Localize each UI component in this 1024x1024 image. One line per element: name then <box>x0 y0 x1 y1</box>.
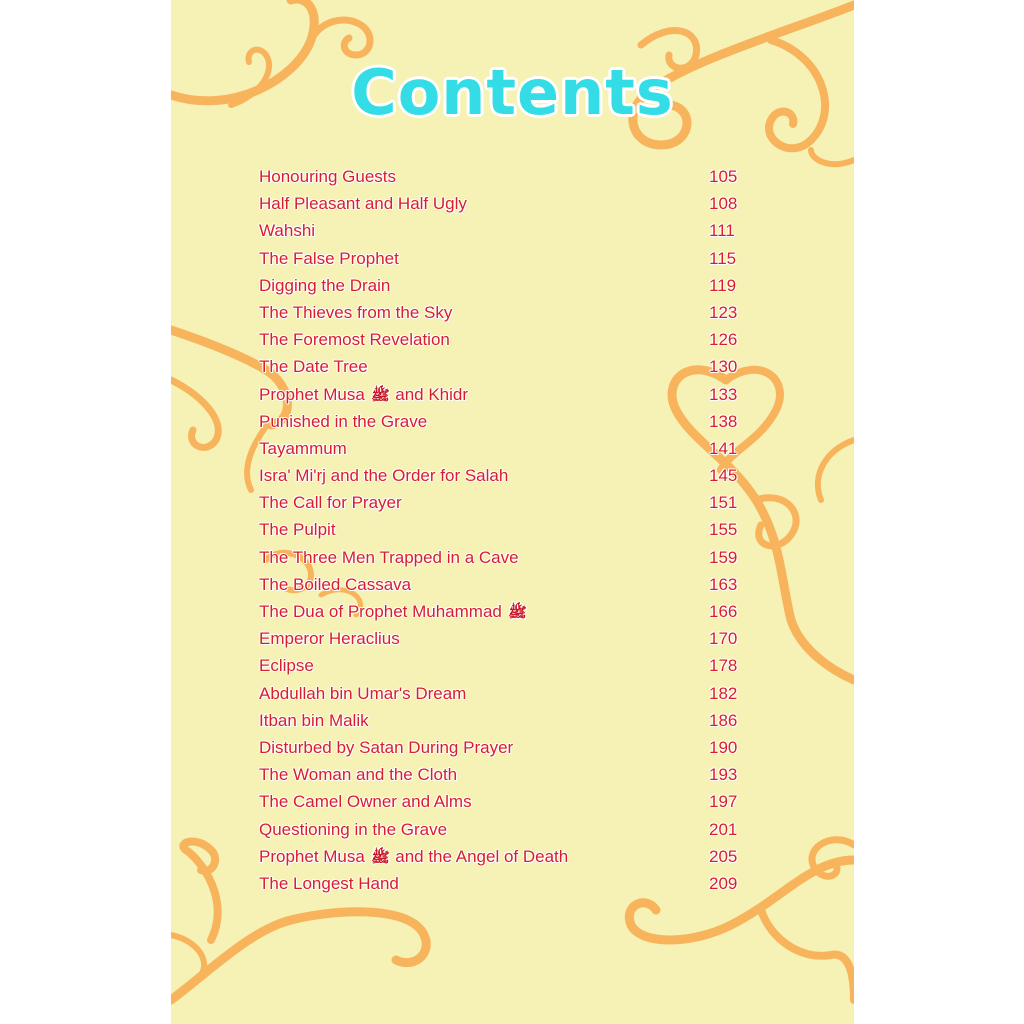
page-number: 209 <box>709 873 738 893</box>
entry-title: The Three Men Trapped in a Cave <box>259 547 519 567</box>
page-number: 186 <box>709 710 738 730</box>
honorific-glyph: ﷺ <box>507 604 527 620</box>
honorific-glyph: ﷺ <box>370 848 390 865</box>
list-item[interactable] <box>259 217 749 244</box>
page-number: 205 <box>709 846 738 866</box>
entry-title: Eclipse <box>259 656 314 676</box>
list-item[interactable] <box>259 462 749 489</box>
list-item[interactable] <box>259 381 749 408</box>
entry-title: Questioning in the Grave <box>259 819 448 839</box>
page-number: 119 <box>709 275 737 295</box>
entry-title: The Longest Hand <box>259 873 399 893</box>
page-number: 126 <box>709 330 738 350</box>
list-item[interactable] <box>259 353 749 380</box>
entry-title: The Date Tree <box>259 357 368 377</box>
list-item[interactable] <box>259 761 749 788</box>
page-number: 201 <box>709 819 738 839</box>
contents-page <box>171 0 854 1024</box>
page-number: 190 <box>709 737 738 757</box>
page-number: 197 <box>709 792 738 812</box>
list-item[interactable] <box>259 299 749 326</box>
entry-title-text: The Dua of Prophet Muhammad <box>259 602 502 621</box>
entry-title: Honouring Guests <box>259 167 397 186</box>
list-item[interactable] <box>259 326 749 353</box>
page-number: 133 <box>709 384 738 404</box>
page-number: 193 <box>709 765 738 785</box>
list-item[interactable] <box>259 625 749 652</box>
entry-title: Abdullah bin Umar's Dream <box>259 683 467 703</box>
entry-title: The Thieves from the Sky <box>259 302 453 322</box>
entry-title: Tayammum <box>259 438 347 458</box>
entry-title: Emperor Heraclius <box>259 629 400 649</box>
page-number: 163 <box>709 574 738 594</box>
entry-title: Itban bin Malik <box>259 710 369 730</box>
entry-title <box>259 381 468 409</box>
entry-title: Isra' Mi'rj and the Order for Salah <box>259 466 509 486</box>
entry-title: Punished in the Grave <box>259 411 428 431</box>
list-item[interactable] <box>259 489 749 516</box>
entry-title-text: Prophet Musa <box>259 384 365 404</box>
honorific-glyph: ﷺ <box>370 386 390 403</box>
entry-title: Half Pleasant and Half Ugly <box>259 194 467 214</box>
entry-title: Digging the Drain <box>259 275 391 295</box>
list-item[interactable] <box>259 245 749 272</box>
page-number: 141 <box>709 438 738 458</box>
list-item[interactable] <box>259 571 749 598</box>
entry-title: The False Prophet <box>259 248 399 268</box>
list-item[interactable] <box>259 734 749 761</box>
entry-title-text: and the Angel of Death <box>395 846 569 866</box>
page-number: 159 <box>709 547 738 567</box>
page-number: 170 <box>709 629 738 649</box>
list-item[interactable] <box>259 870 749 897</box>
list-item[interactable] <box>259 816 749 843</box>
list-item[interactable] <box>259 788 749 815</box>
list-item[interactable] <box>259 652 749 679</box>
list-item[interactable] <box>259 190 749 217</box>
entry-title: The Call for Prayer <box>259 493 402 513</box>
page-number: 138 <box>709 411 738 431</box>
page-number: 105 <box>709 167 738 186</box>
list-item[interactable] <box>259 272 749 299</box>
entry-title: The Woman and the Cloth <box>259 765 458 785</box>
page-number: 182 <box>709 683 738 703</box>
list-item[interactable] <box>259 544 749 571</box>
entry-title: Wahshi <box>259 221 316 241</box>
entry-title: Disturbed by Satan During Prayer <box>259 737 514 757</box>
page-number: 123 <box>709 302 738 322</box>
entry-title <box>259 843 568 871</box>
entry-title-text: and Khidr <box>395 384 469 404</box>
page-number: 111 <box>709 221 735 241</box>
page-number: 166 <box>709 602 738 621</box>
entry-title <box>259 598 528 626</box>
page-number: 145 <box>709 466 738 486</box>
page-number: 130 <box>709 357 738 377</box>
page-number: 151 <box>709 493 738 513</box>
entry-title: The Camel Owner and Alms <box>259 792 472 812</box>
page-number: 178 <box>709 656 738 676</box>
list-item[interactable] <box>259 435 749 462</box>
list-item[interactable] <box>259 843 749 870</box>
entry-title-text: Prophet Musa <box>259 846 365 866</box>
list-item[interactable] <box>259 707 749 734</box>
page-number: 155 <box>709 520 738 540</box>
page-title: Contents <box>351 56 674 129</box>
entry-title: The Foremost Revelation <box>259 330 450 350</box>
list-item[interactable] <box>259 163 749 190</box>
list-item[interactable] <box>259 680 749 707</box>
list-item[interactable] <box>259 598 749 625</box>
list-item[interactable] <box>259 516 749 543</box>
entry-title: The Boiled Cassava <box>259 574 412 594</box>
entry-title: The Pulpit <box>259 520 336 540</box>
list-item[interactable] <box>259 408 749 435</box>
page-number: 108 <box>709 194 738 214</box>
contents-list <box>259 163 749 897</box>
page-number: 115 <box>709 248 737 268</box>
